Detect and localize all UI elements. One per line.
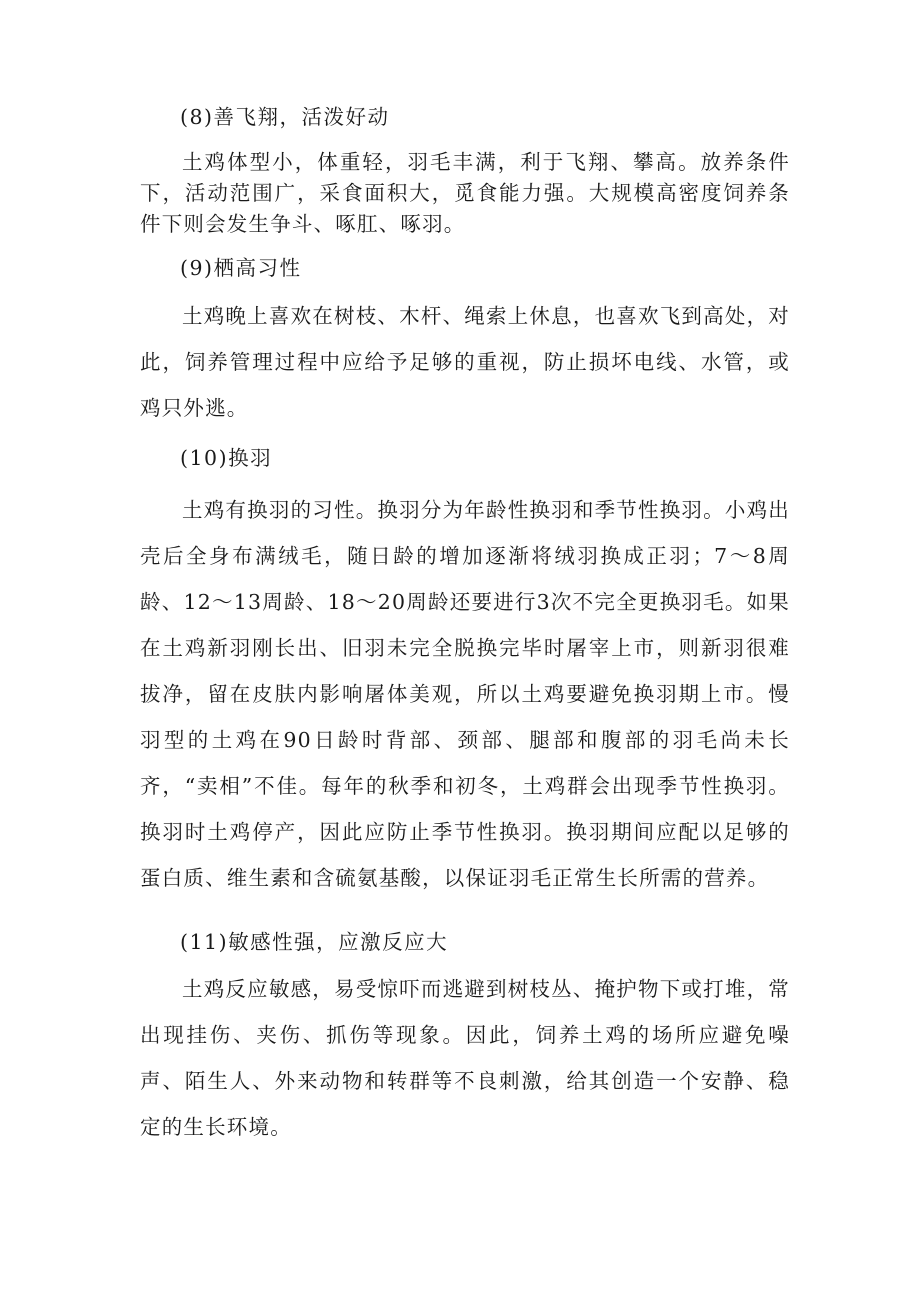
section-body-8: 土鸡体型小，体重轻，羽毛丰满，利于飞翔、攀高。放养条件下，活动范围广，采食面积大，觅食能力强。大规模高密度饲养条件下则会发生争斗、啄肛、啄羽。 [140, 150, 790, 236]
section-heading-10: (10)换羽 [180, 446, 273, 470]
section-body-10: 土鸡有换羽的习性。换羽分为年龄性换羽和季节性换羽。小鸡出壳后全身布满绒毛，随日龄的增加逐渐将绒羽换成正羽；7～8周龄、12～13周龄、18～20周龄还要进行3次不完全更换羽毛。如果在土鸡新羽刚长出、旧羽未完全脱换完毕时屠宰上市，则新羽很难拔净，留在皮肤内影响屠体美观，所以土鸡要避免换羽期上市。慢羽型的土鸡在90日龄时背部、颈部、腿部和腹部的羽毛尚未长齐，“卖相”不佳。每年的秋季和初冬，土鸡群会出现季节性换羽。换羽时土鸡停产，因此应防止季节性换羽。换羽期间应配以足够的蛋白质、维生素和含硫氨基酸，以保证羽毛正常生长所需的营养。 [140, 498, 790, 890]
section-heading-11: (11)敏感性强，应激反应大 [180, 930, 449, 954]
section-body-11: 土鸡反应敏感，易受惊吓而逃避到树枝丛、掩护物下或打堆，常出现挂伤、夹伤、抓伤等现象。因此，饲养土鸡的场所应避免噪声、陌生人、外来动物和转群等不良刺激，给其创造一个安静、稳定的生长环境。 [140, 977, 790, 1139]
section-heading-8: (8)善飞翔，活泼好动 [180, 105, 390, 129]
section-body-9: 土鸡晚上喜欢在树枝、木杆、绳索上休息，也喜欢飞到高处，对此，饲养管理过程中应给予足够的重视，防止损坏电线、水管，或鸡只外逃。 [140, 304, 790, 420]
section-heading-9: (9)栖高习性 [180, 256, 302, 280]
document-page [140, 0, 790, 1301]
